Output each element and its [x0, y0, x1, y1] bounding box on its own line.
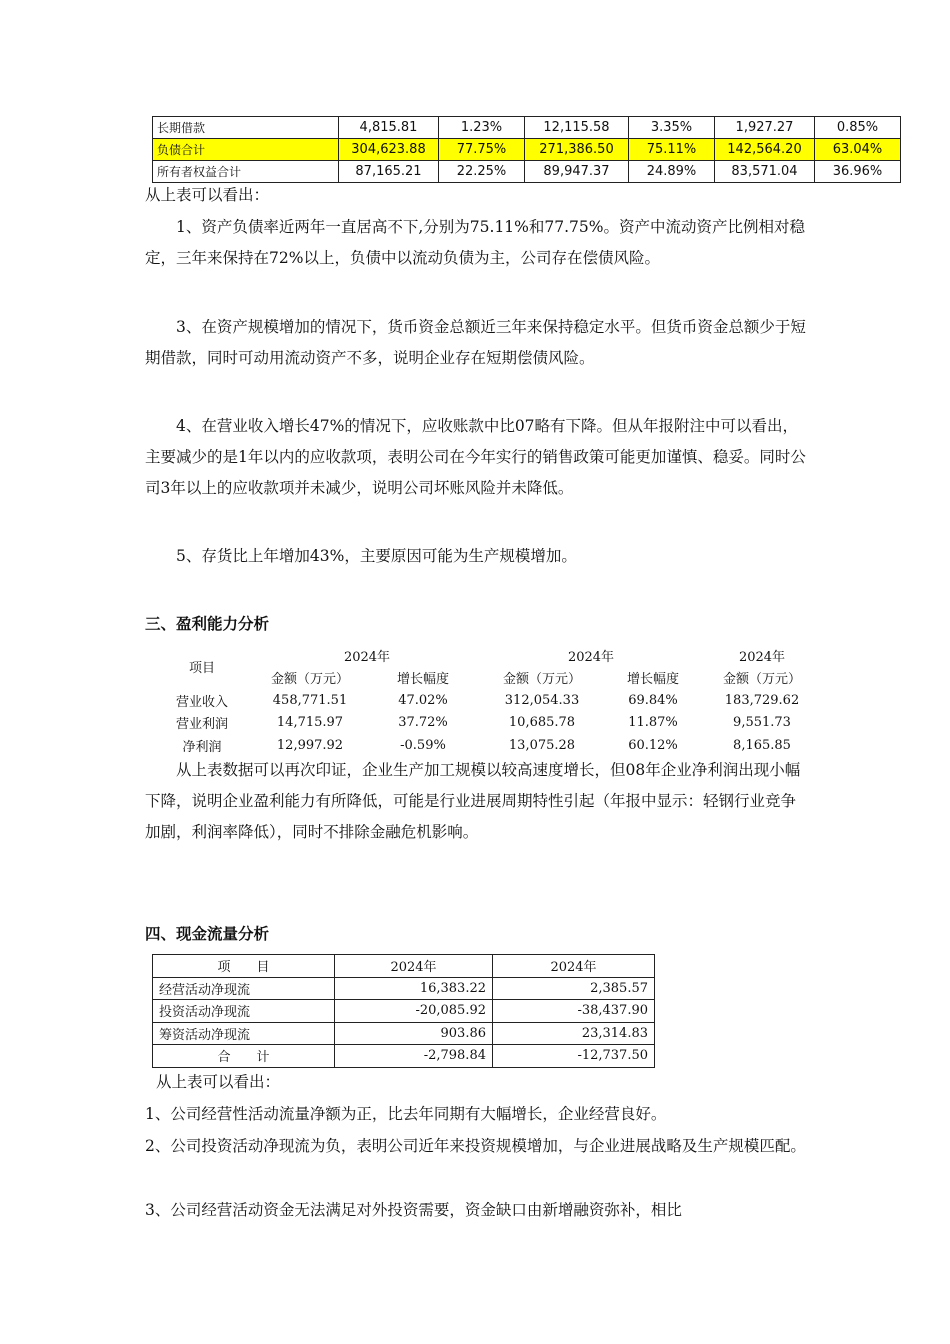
table-cell: 8,165.85 [733, 737, 791, 753]
table-row [153, 1022, 655, 1045]
paragraph: 3、公司经营活动资金无法满足对外投资需要，资金缺口由新增融资弥补，相比 [145, 1201, 682, 1219]
table-cell: 183,729.62 [724, 692, 800, 708]
table-cell: 4,815.81 [339, 117, 439, 139]
year-header: 2024年 [567, 649, 615, 665]
table-cell: 87,165.21 [339, 161, 439, 183]
table-cell: 16,383.22 [335, 977, 493, 1000]
table-row [150, 712, 822, 735]
item-header: 项目 [188, 661, 215, 676]
balance-sheet-table [152, 116, 901, 183]
table-cell: 903.86 [335, 1022, 493, 1045]
table-cell: 10,685.78 [508, 715, 576, 731]
table-cell: 69.84% [628, 692, 678, 708]
table-cell: 75.11% [629, 139, 715, 161]
sub-header: 金额（万元） [270, 672, 349, 688]
table-cell: 22.25% [439, 161, 525, 183]
table-row-highlighted [153, 139, 901, 161]
table-cell: -38,437.90 [493, 1000, 655, 1023]
table-header-row [150, 644, 822, 667]
sub-header: 增长幅度 [626, 672, 679, 688]
row-label: 投资活动净现流 [153, 1000, 335, 1023]
sub-header: 金额（万元） [722, 672, 801, 688]
table-cell: 1,927.27 [715, 117, 815, 139]
table-cell: 142,564.20 [715, 139, 815, 161]
table-cell: 304,623.88 [339, 139, 439, 161]
section-heading: 四、现金流量分析 [145, 925, 270, 943]
row-label: 负债合计 [153, 139, 339, 161]
table-row [153, 977, 655, 1000]
row-label: 筹资活动净现流 [153, 1022, 335, 1045]
table-row [150, 689, 822, 712]
table-cell: 1.23% [439, 117, 525, 139]
sub-header: 金额（万元） [502, 672, 581, 688]
table-row [150, 734, 822, 757]
table-cell: 47.02% [398, 692, 448, 708]
profitability-table [150, 644, 822, 757]
table-cell: 36.96% [815, 161, 901, 183]
table-cell: 12,115.58 [525, 117, 629, 139]
column-header: 项 目 [153, 955, 335, 978]
table-cell: -2,798.84 [335, 1045, 493, 1068]
table-cell: -20,085.92 [335, 1000, 493, 1023]
paragraph: 从上表数据可以再次印证，企业生产加工规模以较高速度增长，但08年企业净利润出现小幅下降，说明企业盈利能力有所降低，可能是行业进展周期特性引起（年报中显示：轻钢行业竞争加剧，利润率降低），同时不排除金融危机影响。 [145, 761, 801, 841]
paragraph: 1、公司经营性活动流量净额为正，比去年同期有大幅增长，企业经营良好。 [145, 1105, 667, 1123]
sub-header: 增长幅度 [396, 672, 449, 688]
column-header: 2024年 [335, 955, 493, 978]
year-header: 2024年 [343, 649, 391, 665]
table-row [153, 117, 901, 139]
table-cell: 11.87% [628, 715, 678, 731]
paragraph: 3、在资产规模增加的情况下，货币资金总额近三年来保持稳定水平。但货币资金总额少于短期借款，同时可动用流动资产不多，说明企业存在短期偿债风险。 [145, 318, 806, 367]
table-cell: 12,997.92 [276, 737, 344, 753]
section1-intro: 从上表可以看出： [145, 186, 270, 204]
paragraph: 1、资产负债率近两年一直居高不下,分别为75.11%和77.75%。资产中流动资产比例相对稳定，三年来保持在72%以上，负债中以流动负债为主，公司存在偿债风险。 [145, 218, 805, 267]
column-header: 2024年 [493, 955, 655, 978]
table-cell: 77.75% [439, 139, 525, 161]
cash-flow-table [152, 954, 655, 1068]
table-header-row [153, 955, 655, 978]
table-cell: 37.72% [398, 715, 448, 731]
table-cell: 312,054.33 [504, 692, 580, 708]
year-header: 2024年 [738, 649, 786, 665]
section4-intro: 从上表可以看出： [156, 1073, 281, 1091]
row-label: 营业收入 [175, 694, 228, 710]
table-cell: 89,947.37 [525, 161, 629, 183]
table-cell: 14,715.97 [276, 715, 344, 731]
table-cell: 83,571.04 [715, 161, 815, 183]
table-cell: -12,737.50 [493, 1045, 655, 1068]
table-cell: 458,771.51 [272, 692, 348, 708]
table-cell: -0.59% [400, 737, 446, 753]
table-cell: 60.12% [628, 737, 678, 753]
paragraph: 4、在营业收入增长47%的情况下，应收账款中比07略有下降。但从年报附注中可以看出，主要减少的是1年以内的应收款项，表明公司在今年实行的销售政策可能更加谨慎、稳妥。同时公司3年以上的应收款项并未减少，说明公司坏账风险并未降低。 [145, 417, 806, 497]
table-cell: 9,551.73 [733, 715, 791, 731]
table-row [153, 1000, 655, 1023]
table-cell: 63.04% [815, 139, 901, 161]
table-total-row [153, 1045, 655, 1068]
row-label: 经营活动净现流 [153, 977, 335, 1000]
row-label: 营业利润 [175, 717, 228, 733]
table-cell: 2,385.57 [493, 977, 655, 1000]
row-label: 所有者权益合计 [153, 161, 339, 183]
table-cell: 271,386.50 [525, 139, 629, 161]
table-cell: 24.89% [629, 161, 715, 183]
row-label: 净利润 [182, 739, 222, 755]
table-cell: 23,314.83 [493, 1022, 655, 1045]
table-cell: 0.85% [815, 117, 901, 139]
row-label: 长期借款 [153, 117, 339, 139]
table-cell: 3.35% [629, 117, 715, 139]
section-heading: 三、盈利能力分析 [145, 615, 270, 633]
paragraph: 2、公司投资活动净现流为负，表明公司近年来投资规模增加，与企业进展战略及生产规模匹配。 [145, 1137, 806, 1155]
paragraph: 5、存货比上年增加43%，主要原因可能为生产规模增加。 [176, 547, 577, 565]
total-label: 合 计 [153, 1045, 335, 1068]
table-cell: 13,075.28 [508, 737, 576, 753]
